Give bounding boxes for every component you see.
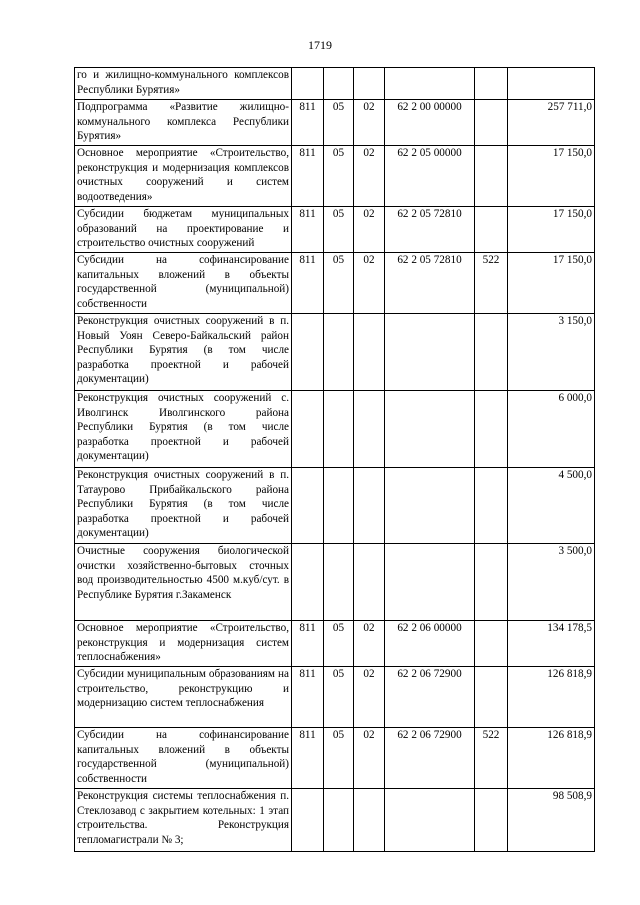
row-sum xyxy=(508,68,595,100)
row-cs: 62 2 05 00000 xyxy=(385,146,475,207)
row-sum: 126 818,9 xyxy=(508,728,595,789)
row-gr xyxy=(292,391,324,468)
row-gr: 811 xyxy=(292,100,324,146)
row-cs: 62 2 06 72900 xyxy=(385,667,475,728)
row-pr: 02 xyxy=(354,728,385,789)
table-row xyxy=(75,621,595,667)
table-row xyxy=(75,207,595,253)
row-cs: 62 2 06 00000 xyxy=(385,621,475,667)
row-cs xyxy=(385,314,475,391)
row-pr: 02 xyxy=(354,621,385,667)
row-pr xyxy=(354,468,385,544)
row-sum: 257 711,0 xyxy=(508,100,595,146)
row-name: Подпрограмма «Развитие жилищно-коммунального комплекса Республики Бурятия» xyxy=(75,100,292,146)
row-rz xyxy=(324,391,354,468)
row-vr xyxy=(475,100,508,146)
row-name: го и жилищно-коммунального комплексов Республики Бурятия» xyxy=(75,68,292,100)
row-cs: 62 2 06 72900 xyxy=(385,728,475,789)
row-rz xyxy=(324,789,354,852)
row-pr: 02 xyxy=(354,253,385,314)
row-cs xyxy=(385,544,475,621)
row-sum: 3 150,0 xyxy=(508,314,595,391)
row-name: Субсидии муниципальным образованиям на строительство, реконструкцию и модернизацию систем теплоснабжения xyxy=(75,667,292,728)
row-cs: 62 2 00 00000 xyxy=(385,100,475,146)
row-sum: 6 000,0 xyxy=(508,391,595,468)
row-vr: 522 xyxy=(475,728,508,789)
row-rz xyxy=(324,314,354,391)
row-sum: 3 500,0 xyxy=(508,544,595,621)
row-rz xyxy=(324,468,354,544)
row-pr: 02 xyxy=(354,146,385,207)
row-gr xyxy=(292,544,324,621)
row-rz: 05 xyxy=(324,621,354,667)
row-pr: 02 xyxy=(354,207,385,253)
row-sum: 17 150,0 xyxy=(508,207,595,253)
row-rz xyxy=(324,544,354,621)
row-name: Очистные сооружения биологической очистки хозяйственно-бытовых сточных вод производительностью 4500 м.куб/сут. в Республике Бурятия г.Закаменск xyxy=(75,544,292,621)
row-sum: 4 500,0 xyxy=(508,468,595,544)
table-row xyxy=(75,68,595,100)
row-name: Основное мероприятие «Строительство, реконструкция и модернизация комплексов очистных сооружений и систем водоотведения» xyxy=(75,146,292,207)
row-vr xyxy=(475,68,508,100)
row-vr: 522 xyxy=(475,253,508,314)
row-rz: 05 xyxy=(324,253,354,314)
row-cs xyxy=(385,468,475,544)
row-sum: 17 150,0 xyxy=(508,146,595,207)
row-vr xyxy=(475,468,508,544)
row-cs xyxy=(385,391,475,468)
row-vr xyxy=(475,621,508,667)
budget-table xyxy=(74,67,595,852)
row-vr xyxy=(475,667,508,728)
row-pr xyxy=(354,544,385,621)
table-row xyxy=(75,146,595,207)
row-name: Реконструкция очистных сооружений в п. Татаурово Прибайкальского района Республики Бурятия (в том числе разработка проектной и рабочей документации) xyxy=(75,468,292,544)
row-vr xyxy=(475,146,508,207)
table-row xyxy=(75,667,595,728)
row-cs: 62 2 05 72810 xyxy=(385,207,475,253)
row-gr xyxy=(292,314,324,391)
row-gr: 811 xyxy=(292,728,324,789)
row-pr: 02 xyxy=(354,667,385,728)
row-rz: 05 xyxy=(324,667,354,728)
row-gr: 811 xyxy=(292,253,324,314)
row-rz: 05 xyxy=(324,207,354,253)
page-number: 1719 xyxy=(308,38,332,52)
row-sum: 17 150,0 xyxy=(508,253,595,314)
row-sum: 98 508,9 xyxy=(508,789,595,852)
row-gr xyxy=(292,789,324,852)
row-cs xyxy=(385,68,475,100)
row-rz: 05 xyxy=(324,146,354,207)
row-name: Реконструкция очистных сооружений в п. Новый Уоян Северо-Байкальский район Республики Бурятия (в том числе разработка проектной и рабочей документации) xyxy=(75,314,292,391)
row-rz xyxy=(324,68,354,100)
row-vr xyxy=(475,314,508,391)
row-gr: 811 xyxy=(292,667,324,728)
row-sum: 134 178,5 xyxy=(508,621,595,667)
table-row xyxy=(75,391,595,468)
row-vr xyxy=(475,789,508,852)
row-vr xyxy=(475,544,508,621)
row-rz: 05 xyxy=(324,100,354,146)
row-name: Субсидии бюджетам муниципальных образований на проектирование и строительство очистных сооружений xyxy=(75,207,292,253)
table-row xyxy=(75,100,595,146)
table-row xyxy=(75,544,595,621)
row-sum: 126 818,9 xyxy=(508,667,595,728)
row-gr: 811 xyxy=(292,207,324,253)
row-name: Основное мероприятие «Строительство, реконструкция и модернизация систем теплоснабжения» xyxy=(75,621,292,667)
row-gr xyxy=(292,68,324,100)
row-pr xyxy=(354,789,385,852)
row-gr xyxy=(292,468,324,544)
row-cs: 62 2 05 72810 xyxy=(385,253,475,314)
row-name: Субсидии на софинансирование капитальных вложений в объекты государственной (муниципальной) собственности xyxy=(75,728,292,789)
row-name: Реконструкция системы теплоснабжения п. Стеклозавод с закрытием котельных: 1 этап строительства. Реконструкция тепломагистрали № 3; xyxy=(75,789,292,852)
table-row xyxy=(75,789,595,852)
row-pr: 02 xyxy=(354,100,385,146)
row-name: Реконструкция очистных сооружений с. Иволгинск Иволгинского района Республики Бурятия (в том числе разработка проектной и рабочей документации) xyxy=(75,391,292,468)
row-vr xyxy=(475,391,508,468)
table-row xyxy=(75,728,595,789)
row-pr xyxy=(354,391,385,468)
table-row xyxy=(75,468,595,544)
row-gr: 811 xyxy=(292,621,324,667)
row-rz: 05 xyxy=(324,728,354,789)
row-pr xyxy=(354,314,385,391)
table-row xyxy=(75,314,595,391)
row-vr xyxy=(475,207,508,253)
table-row xyxy=(75,253,595,314)
row-name: Субсидии на софинансирование капитальных вложений в объекты государственной (муниципальной) собственности xyxy=(75,253,292,314)
row-gr: 811 xyxy=(292,146,324,207)
row-cs xyxy=(385,789,475,852)
row-pr xyxy=(354,68,385,100)
